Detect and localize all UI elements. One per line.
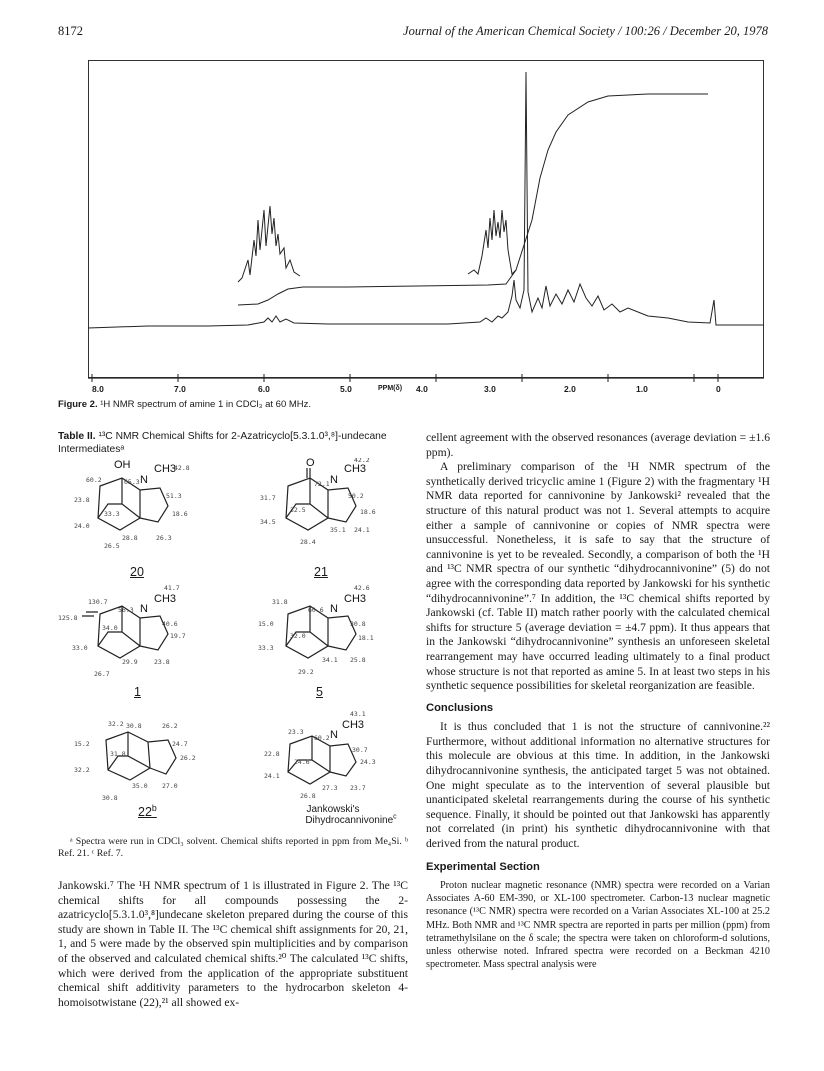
table-title (58, 431, 408, 456)
axis-tick-3: 3.0 (484, 384, 496, 394)
shift: 42.6 (354, 584, 370, 592)
shift: 31.7 (260, 494, 276, 502)
shift: 24.3 (360, 758, 376, 766)
right-paragraph-1: cellent agreement with the observed resonances (average deviation = ±1.6 ppm). (426, 431, 770, 459)
shift: 34.5 (260, 518, 276, 526)
atom-n: N (330, 474, 338, 486)
shift: 23.8 (74, 496, 90, 504)
atom-n: N (140, 603, 148, 615)
atom-o: O (306, 458, 315, 469)
shift: 26.8 (300, 792, 316, 800)
nmr-spectrum-plot (88, 60, 764, 390)
shift: 65.3 (124, 478, 140, 486)
shift: 30.8 (350, 620, 366, 628)
compound-label-5: 5 (316, 685, 323, 699)
right-paragraph-2: A preliminary comparison of the ¹H NMR spectrum of the synthetically derived tricyclic amine 1 (Figure 2) with the fragmentary ¹H NMR data reported for cannivonine by Jankowski² revealed that the structure of this natural product was not 1. Several attempts to acquire either a sample of cannivonine or copies of NMR spectra were unsuccessful. Nonetheless, it is safe to say that the structure of cannivonine is yet to be revealed. Secondly, a comparison of both the ¹H and ¹³C NMR spectra of our synthetic “dihydrocannivonine” (5) do not agree with the corresponding data reported by Jankowski for his synthetic “dihydrocannivonine”.⁷ In addition, the ¹³C chemical shifts reported by Jankowski (cf. Table II) match rather poorly with the calculated chemical shifts for structure 5 (average deviation = ±4.7 ppm). It thus appears that in the Jankowski “dihydrocannivonine” synthesis an unforeseen skeletal rearrangement may have occurred leading ultimately to a final product whose structure is not that reported as amine 5. In at least two steps in his synthetic sequence possibilities for skeletal reorganization are feasible. (426, 460, 770, 693)
shift: 27.0 (162, 782, 178, 790)
shift: 34.1 (322, 656, 338, 664)
shift: 26.2 (162, 722, 178, 730)
shift: 18.6 (360, 508, 376, 516)
shift: 15.2 (74, 740, 90, 748)
shift: 33.3 (104, 510, 120, 518)
shift: 29.9 (122, 658, 138, 666)
axis-tick-8: 8.0 (92, 384, 104, 394)
shift: 60.6 (308, 606, 324, 614)
structure-21 (260, 458, 376, 546)
compound-label-1: 1 (134, 685, 141, 699)
shift: 51.3 (166, 492, 182, 500)
shift: 22.8 (264, 750, 280, 758)
shift: 28.4 (300, 538, 316, 546)
conclusions-paragraph: It is thus concluded that 1 is not the structure of cannivonine.²² Furthermore, without additional information no alternative structures for this molecule are obvious at this time. In addition, in the Jankowski dihydrocannivonine synthesis, the anticipated target 5 was not obtained. One might speculate as to the intervention of several plausible but unanticipated skeletal rearrangements during the course of his synthetic sequence. Finally, it should be pointed out that Jankowski has apparently not correlated (in print) his synthetic dihydrocannivonine with that derived from the natural product. (426, 720, 770, 851)
shift: 72.1 (314, 480, 330, 488)
axis-tick-4: 4.0 (416, 384, 428, 394)
shift: 32.2 (74, 766, 90, 774)
axis-tick-7: 7.0 (174, 384, 186, 394)
axis-tick-1: 1.0 (636, 384, 648, 394)
shift: 30.8 (126, 722, 142, 730)
axis-tick-5: 5.0 (340, 384, 352, 394)
structure-22 (74, 720, 196, 802)
shift: 23.3 (288, 728, 304, 736)
shift: 33.3 (258, 644, 274, 652)
shift: 34.0 (102, 624, 118, 632)
shift: 24.6 (294, 758, 310, 766)
shift: 32.5 (290, 506, 306, 514)
shift: 31.8 (272, 598, 288, 606)
shift: 24.0 (74, 522, 90, 530)
structure-1 (58, 584, 186, 678)
multiplet-expansion-1 (238, 206, 300, 282)
shift: 26.5 (104, 542, 120, 550)
shift: 30.8 (102, 794, 118, 802)
shift: 25.8 (350, 656, 366, 664)
shift: 30.7 (352, 746, 368, 754)
shift: 56.3 (118, 606, 134, 614)
structure-5 (258, 584, 374, 676)
atom-n: N (140, 474, 148, 486)
shift: 60.2 (314, 734, 330, 742)
shift: 125.8 (58, 614, 78, 622)
shift: 60.2 (86, 476, 102, 484)
experimental-heading: Experimental Section (426, 860, 540, 873)
table-footnote: ᵃ Spectra were run in CDCl₃ solvent. Chemical shifts reported in ppm from Me₄Si. ᵇ Ref. 21. ᶜ Ref. 7. (58, 836, 408, 859)
shift: 26.7 (94, 670, 110, 678)
atom-ch3: CH3 (342, 719, 365, 731)
spectrum-trace (88, 72, 764, 328)
shift: 15.0 (258, 620, 274, 628)
axis-unit-label: PPM(δ) (378, 385, 403, 392)
shift: 35.0 (132, 782, 148, 790)
integral-trace (238, 94, 708, 305)
compound-label-22: 22$^b$ (138, 802, 157, 819)
page-number: 8172 (58, 24, 83, 38)
shift: 43.1 (350, 710, 366, 718)
shift: 40.6 (162, 620, 178, 628)
axis-tick-6: 6.0 (258, 384, 270, 394)
shift: 28.8 (122, 534, 138, 542)
shift: 24.7 (172, 740, 188, 748)
shift: 19.7 (170, 632, 186, 640)
figure-caption-text: ¹H NMR spectrum of amine 1 in CDCl₃ at 60 MHz. (100, 399, 312, 410)
shift: 26.3 (156, 534, 172, 542)
shift: 33.0 (72, 644, 88, 652)
figure-caption-label: Figure 2. (58, 399, 98, 410)
shift: 50.2 (348, 492, 364, 500)
structure-20 (74, 459, 190, 550)
conclusions-heading: Conclusions (426, 701, 494, 714)
shift: 130.7 (88, 598, 108, 606)
axis-tick-2: 2.0 (564, 384, 576, 394)
axis-tick-0: 0 (716, 384, 721, 394)
shift: 23.8 (154, 658, 170, 666)
shift: 42.8 (174, 464, 190, 472)
atom-n: N (330, 603, 338, 615)
atom-ch3: CH3 (154, 593, 177, 605)
shift: 29.2 (298, 668, 314, 676)
atom-ch3: CH3 (344, 463, 367, 475)
atom-n: N (330, 729, 338, 741)
experimental-paragraph: Proton nuclear magnetic resonance (NMR) spectra were recorded on a Varian Associates A-60 EM-390, or XL-100 spectrometer. Carbon-13 nuclear magnetic resonance (¹³C NMR) spectra were recorded on a Varian Associates XL-100 at 25.2 MHz. Both NMR and ¹³C NMR spectra are reported in parts per million (ppm) from tetramethylsilane on the δ scale; the spectra were taken on chloroform-d solutions, unless otherwise noted. Infrared spectra were recorded on a Beckman 4210 spectrometer. Mass spectral analysis were (426, 880, 770, 970)
structure-jankowski (264, 710, 376, 800)
table-structures (58, 458, 418, 838)
shift: 27.3 (322, 784, 338, 792)
shift: 24.1 (354, 526, 370, 534)
shift: 42.2 (354, 458, 370, 464)
atom-oh: OH (114, 459, 131, 471)
shift: 31.8 (110, 750, 126, 758)
compound-label-20: 20 (130, 565, 144, 579)
left-column-text (58, 879, 408, 1010)
shift: 41.7 (164, 584, 180, 592)
left-paragraph: Jankowski.⁷ The ¹H NMR spectrum of 1 is illustrated in Figure 2. The ¹³C chemical shifts for all compounds possessing the 2-azatricyclo[5.3.1.0³,⁸]undecane skeleton prepared during the course of this study are shown in Table II. The ¹³C chemical shift assignments for 20, 21, 1, and 5 were made by the observed spin multiplicities and by comparison of the observed and calculated chemical shifts.²⁰ The calculated ¹³C shifts, which were derived from the application of the appropriate substituent chemical shift additivity parameters to the hydrocarbon skeleton 4-homoisotwistane (22),²¹ all showed ex- (58, 879, 408, 1009)
shift: 32.2 (108, 720, 124, 728)
shift: 18.6 (172, 510, 188, 518)
compound-label-21: 21 (314, 565, 328, 579)
shift: 26.2 (180, 754, 196, 762)
table-title-text: ¹³C NMR Chemical Shifts for 2-Azatricyclo[5.3.1.0³,⁸]-undecane Intermediatesᵃ (58, 431, 387, 455)
table-title-label: Table II. (58, 431, 96, 442)
figure-caption (58, 399, 311, 410)
right-column (426, 431, 770, 971)
compound-label-jankowski: Jankowski's Dihydrocannivonine$^c$ (305, 804, 397, 826)
atom-ch3: CH3 (344, 593, 367, 605)
shift: 24.1 (264, 772, 280, 780)
multiplet-expansion-2 (468, 210, 516, 274)
shift: 32.0 (290, 632, 306, 640)
atom-ch3: CH3 (154, 463, 177, 475)
shift: 35.1 (330, 526, 346, 534)
shift: 18.1 (358, 634, 374, 642)
journal-running-head: Journal of the American Chemical Society / 100:26 / December 20, 1978 (403, 24, 768, 38)
shift: 23.7 (350, 784, 366, 792)
